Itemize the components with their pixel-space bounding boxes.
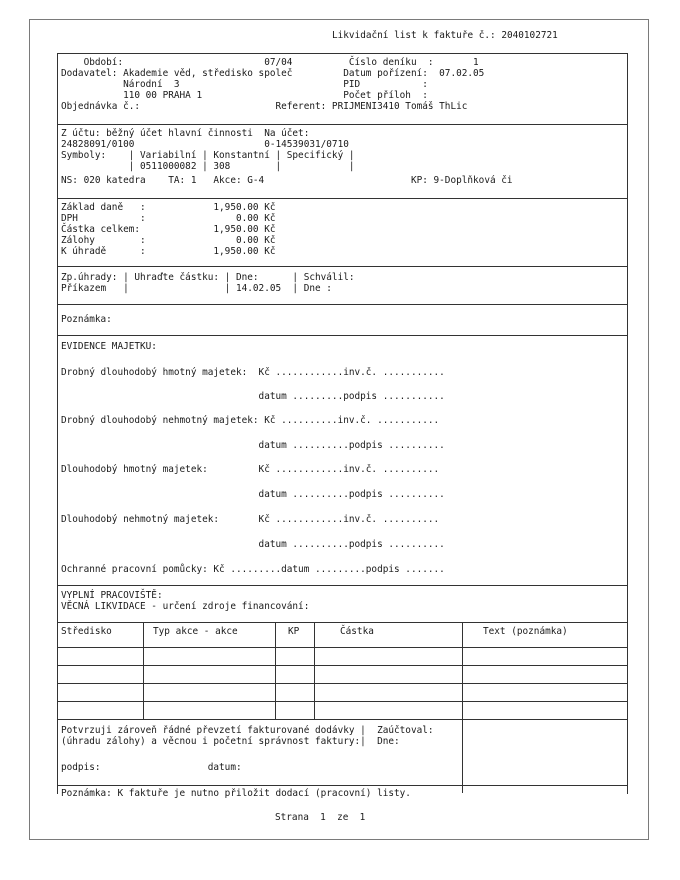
amount-line: Zálohy : 0.00 Kč [61, 235, 276, 246]
table-header-stredisko: Středisko [61, 626, 112, 637]
asset-line: datum ..........podpis .......... [61, 539, 445, 550]
assets-title: EVIDENCE MAJETKU: [61, 341, 157, 352]
divider [57, 53, 628, 54]
divider [57, 335, 628, 336]
divider [57, 124, 628, 125]
table-row [57, 701, 628, 702]
note-label: Poznámka: [61, 314, 112, 325]
info-line: 110 00 PRAHA 1 Počet příloh : [61, 90, 428, 101]
table-col-line [462, 623, 463, 793]
table-row [57, 665, 628, 666]
table-col-line [314, 623, 315, 719]
table-col-line [275, 623, 276, 719]
divider [57, 198, 628, 199]
account-line: Symboly: | Variabilní | Konstantní | Specifický | [61, 150, 355, 161]
table-col-line [143, 623, 144, 719]
table-header-kp: KP [288, 626, 300, 637]
divider [57, 266, 628, 267]
confirm-line: Potvrzuji zároveň řádné převzetí fakturované dodávky | Zaúčtoval: [61, 725, 434, 736]
divider [57, 304, 628, 305]
amount-line: Částka celkem: 1,950.00 Kč [61, 224, 276, 235]
asset-line: Dlouhodobý nehmotný majetek: Kč ............inv.č. .......... [61, 514, 440, 525]
divider [57, 785, 628, 786]
sheet-title: Likvidační list k faktuře č.: 2040102721 [332, 30, 558, 41]
asset-line: Drobný dlouhodobý nehmotný majetek: Kč ..........inv.č. ........... [61, 415, 440, 426]
payment-line: Zp.úhrady: | Uhraďte částku: | Dne: | Schválil: [61, 272, 355, 283]
account-line: NS: 020 katedra TA: 1 Akce: G-4 KP: 9-Doplňková či [61, 175, 513, 186]
info-line: Objednávka č.: Referent: PRIJMENI3410 Tomáš ThLic [61, 101, 468, 112]
table-row [57, 719, 628, 720]
footer-note: Poznámka: K faktuře je nutno přiložit dodací (pracovní) listy. [61, 788, 411, 799]
confirm-line: podpis: datum: [61, 762, 242, 773]
amount-line: K úhradě : 1,950.00 Kč [61, 246, 276, 257]
asset-line: datum ..........podpis .......... [61, 489, 445, 500]
workplace-line: VĚCNÁ LIKVIDACE - určení zdroje financování: [61, 601, 310, 612]
account-line: Z účtu: běžný účet hlavní činnosti Na účet: [61, 128, 310, 139]
account-line: 24828091/0100 0-14539031/0710 [61, 139, 349, 150]
info-line: Období: 07/04 Číslo deníku : 1 [61, 57, 479, 68]
info-line: Dodavatel: Akademie věd, středisko společ Datum pořízení: 07.02.05 [61, 68, 485, 79]
workplace-line: VYPLNÍ PRACOVIŠTĚ: [61, 590, 163, 601]
info-line: Národní 3 PID : [61, 79, 428, 90]
payment-line: Příkazem | | 14.02.05 | Dne : [61, 283, 332, 294]
divider [57, 585, 628, 586]
confirm-line: (úhradu zálohy) a věcnou i početní správnost faktury:| Dne: [61, 736, 400, 747]
table-header-text: Text (poznámka) [483, 626, 568, 637]
table-row [57, 647, 628, 648]
table-row [57, 683, 628, 684]
table-header-castka: Částka [340, 626, 374, 637]
asset-line: Drobný dlouhodobý hmotný majetek: Kč ............inv.č. ........... [61, 367, 445, 378]
amount-line: Základ daně : 1,950.00 Kč [61, 202, 276, 213]
liquidation-sheet [29, 19, 649, 840]
page-number: Strana 1 ze 1 [275, 812, 366, 823]
table-header-typ-akce: Typ akce - akce [153, 626, 238, 637]
amount-line: DPH : 0.00 Kč [61, 213, 276, 224]
asset-line: Dlouhodobý hmotný majetek: Kč ............inv.č. .......... [61, 464, 440, 475]
asset-line: datum .........podpis ........... [61, 391, 445, 402]
asset-line: datum ..........podpis .......... [61, 440, 445, 451]
account-line: | 0511000082 | 308 | | [61, 161, 355, 172]
asset-line: Ochranné pracovní pomůcky: Kč .........datum .........podpis ....... [61, 564, 445, 575]
